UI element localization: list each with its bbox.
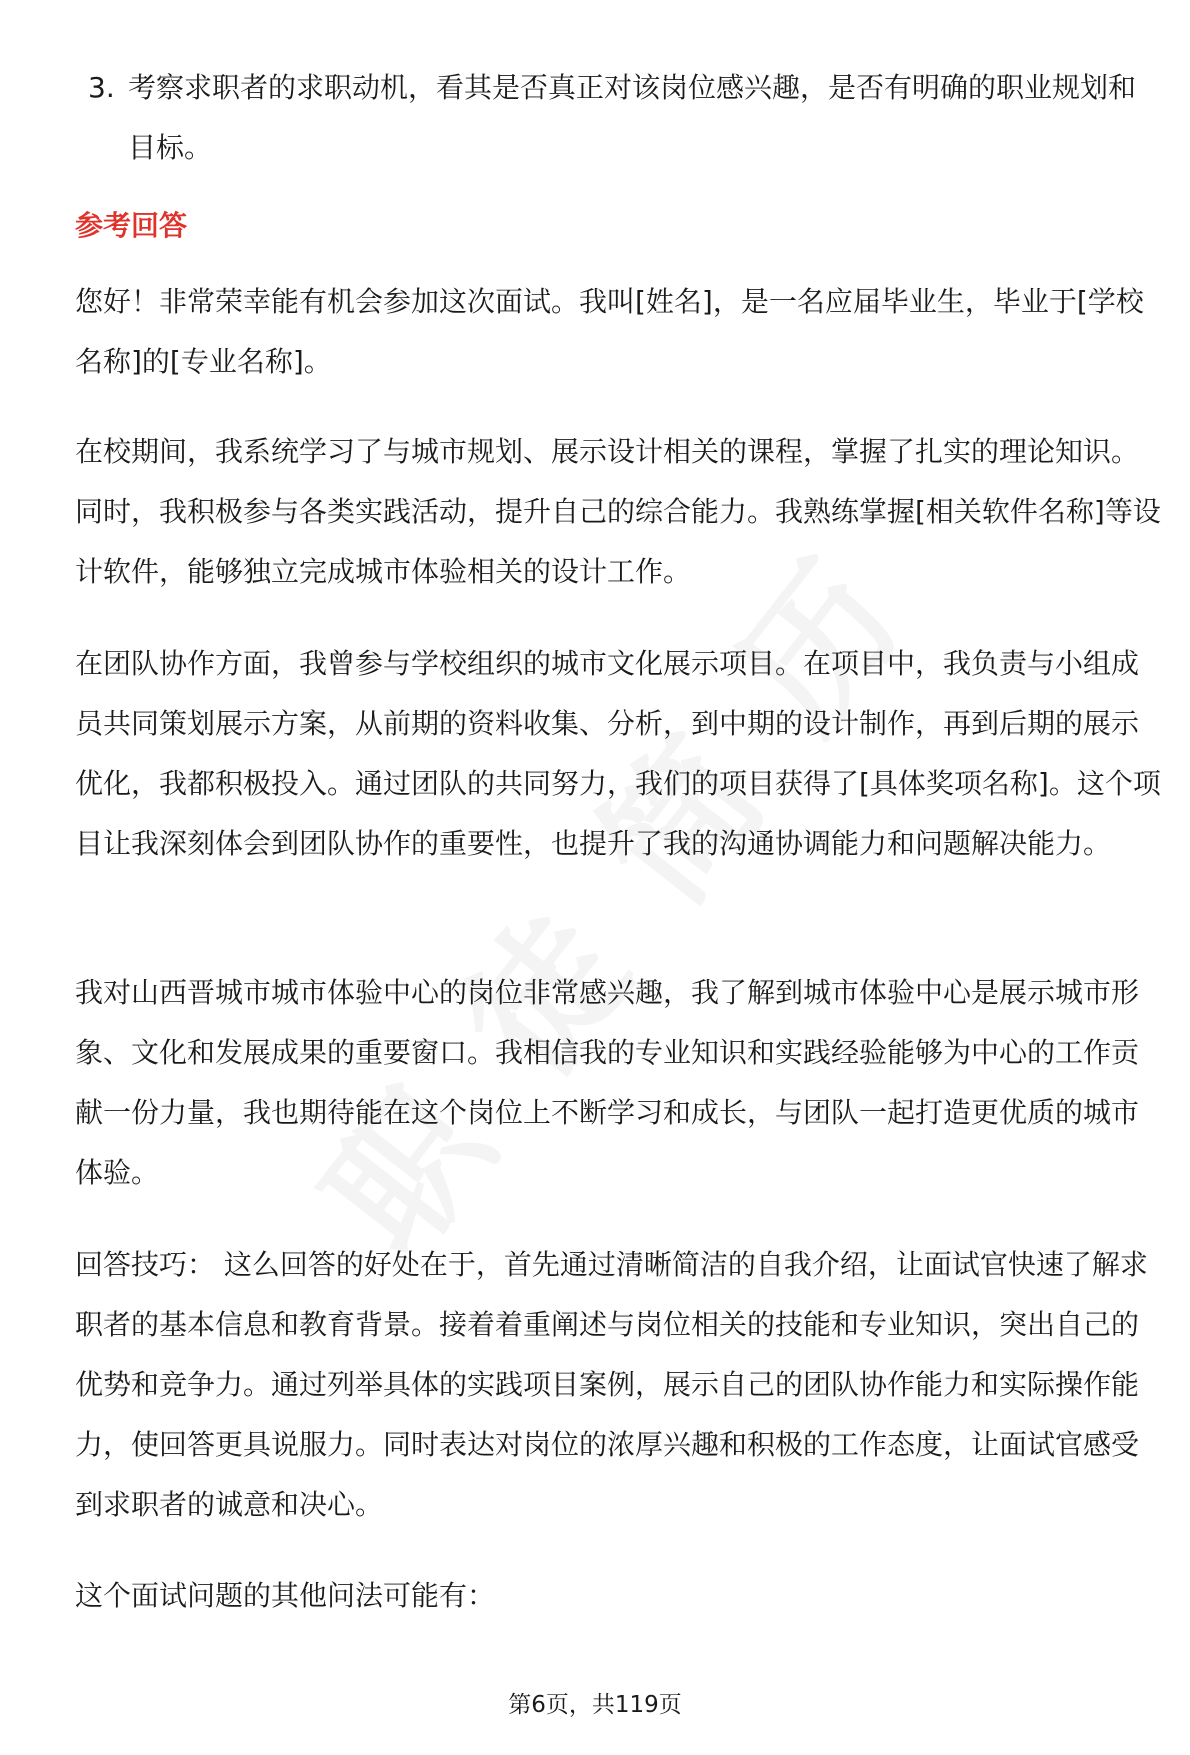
answer-paragraph-education: 在校期间，我系统学习了与城市规划、展示设计相关的课程，掌握了扎实的理论知识。同时，我积极参与各类实践活动，提升自己的综合能力。我熟练掌握[相关软件名称]等设计软件，能够独立完成城市体验相关的设计工作。 <box>75 435 1161 588</box>
other-questions-lead: 这个面试问题的其他问法可能有： <box>75 1579 496 1612</box>
list-item-number: 3. <box>88 71 115 104</box>
answer-paragraph-teamwork: 在团队协作方面，我曾参与学校组织的城市文化展示项目。在项目中，我负责与小组成员共同策划展示方案，从前期的资料收集、分析，到中期的设计制作，再到后期的展示优化，我都积极投入。通过团队的共同努力，我们的项目获得了[具体奖项名称]。这个项目让我深刻体会到团队协作的重要性，也提升了我的沟通协调能力和问题解决能力。 <box>75 647 1161 860</box>
section-heading: 参考回答 <box>75 209 188 242</box>
answer-paragraph-motivation: 我对山西晋城市城市体验中心的岗位非常感兴趣，我了解到城市体验中心是展示城市形象、文化和发展成果的重要窗口。我相信我的专业知识和实践经验能够为中心的工作贡献一份力量，我也期待能在这个岗位上不断学习和成长，与团队一起打造更优质的城市体验。 <box>75 976 1140 1189</box>
list-item-text: 考察求职者的求职动机，看其是否真正对该岗位感兴趣，是否有明确的职业规划和目标。 <box>128 71 1137 164</box>
page-number-footer: 第6页，共119页 <box>508 1692 682 1718</box>
answer-paragraph-intro: 您好！非常荣幸能有机会参加这次面试。我叫[姓名]，是一名应届毕业生，毕业于[学校名称]的[专业名称]。 <box>75 285 1144 378</box>
answer-tips-paragraph: 回答技巧： 这么回答的好处在于，首先通过清晰简洁的自我介绍，让面试官快速了解求职者的基本信息和教育背景。接着着重阐述与岗位相关的技能和专业知识，突出自己的优势和竞争力。通过列举具体的实践项目案例，展示自己的团队协作能力和实际操作能力，使回答更具说服力。同时表达对岗位的浓厚兴趣和积极的工作态度，让面试官感受到求职者的诚意和决心。 <box>75 1248 1148 1521</box>
list-item <box>88 58 1158 178</box>
